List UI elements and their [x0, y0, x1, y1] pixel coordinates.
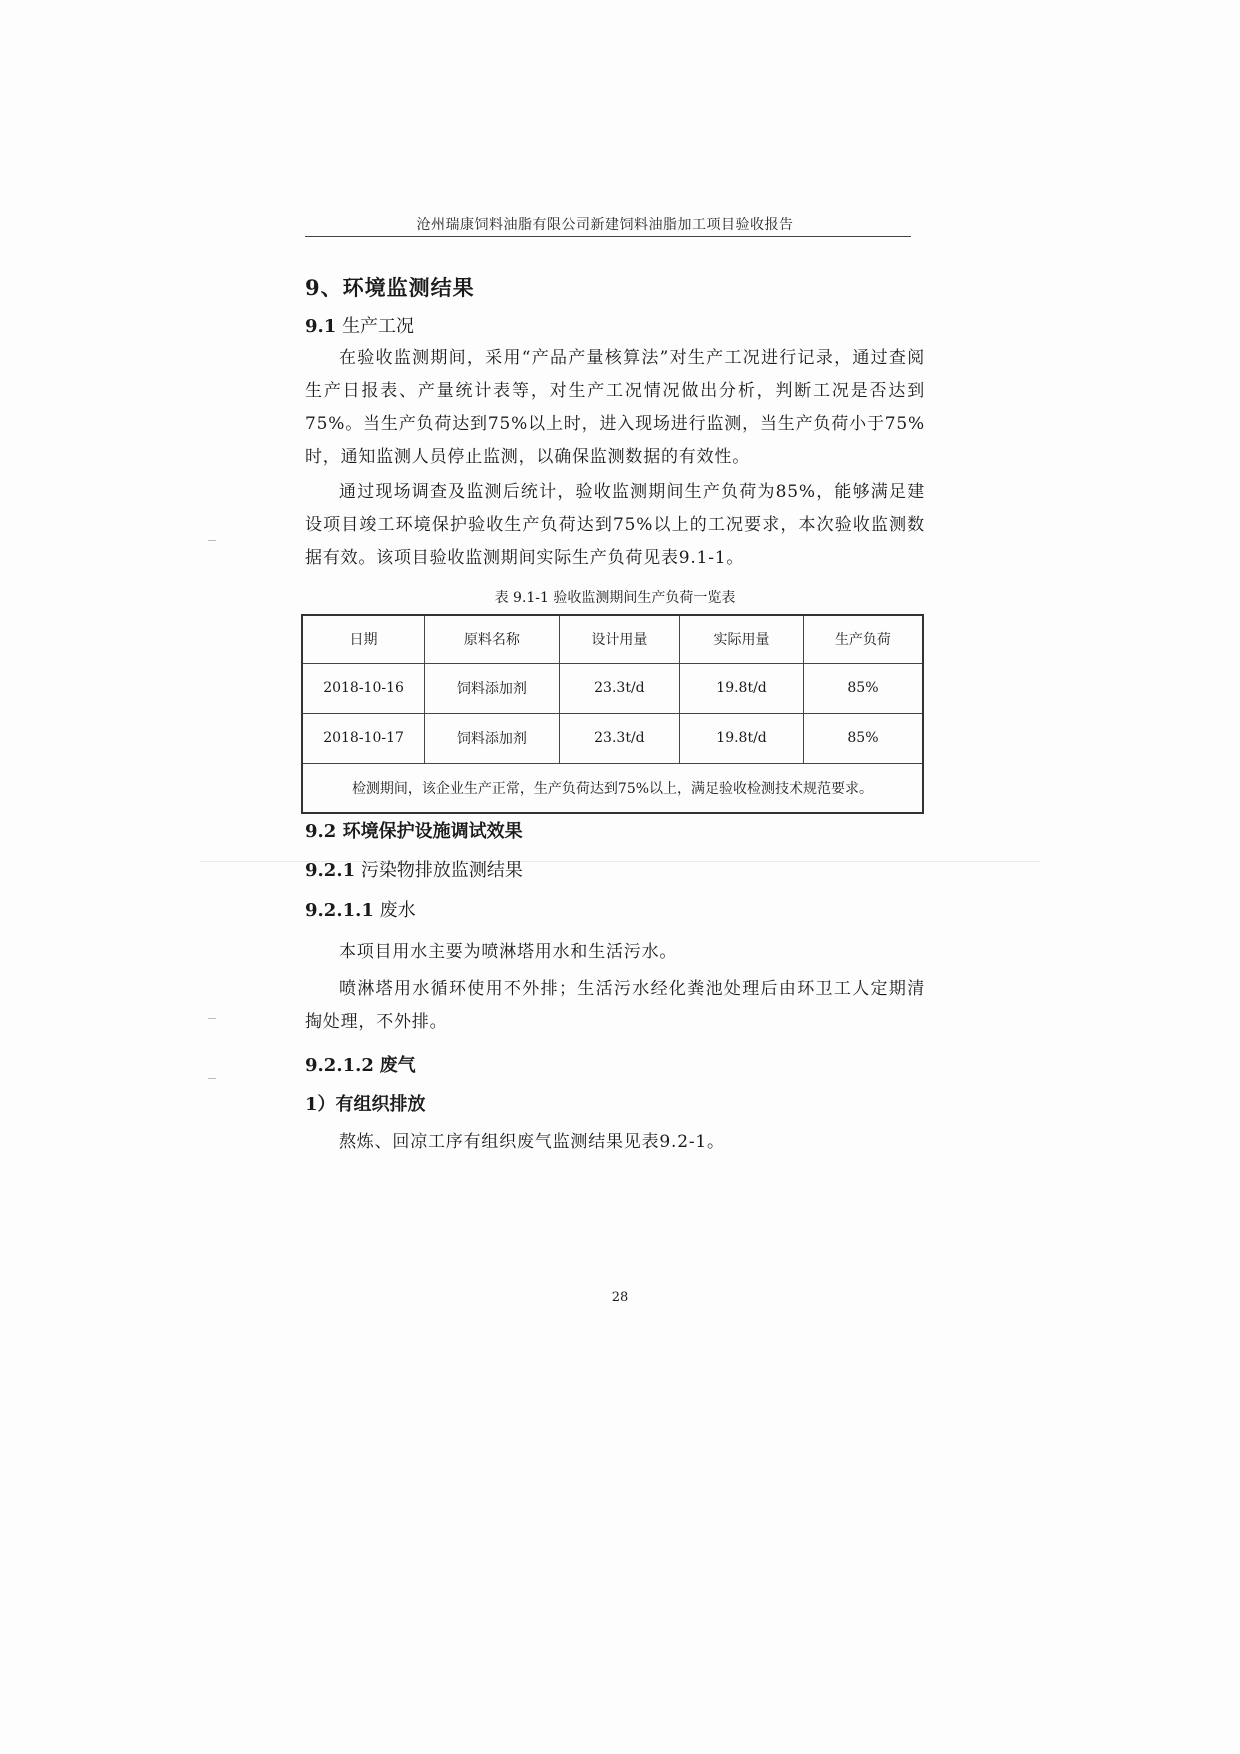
section-number: 9.2.1.1: [305, 900, 374, 921]
section-number: 9.1: [305, 316, 337, 337]
section-heading-9-2-1-2: [305, 1051, 925, 1077]
table-caption: 表 9.1-1 验收监测期间生产负荷一览表: [494, 590, 736, 606]
table-header-row: [302, 615, 923, 663]
header-cell: 生产负荷: [803, 615, 923, 663]
date-cell: 2018-10-16: [302, 663, 425, 713]
table-row: [302, 663, 923, 713]
section-title: 生产工况: [342, 316, 415, 337]
section-heading-9-2: [305, 817, 925, 843]
design-amount-cell: 23.3t/d: [559, 713, 680, 763]
section-title: 废水: [379, 900, 416, 921]
section-heading-9-2-1-1: [305, 896, 925, 922]
table-note: 检测期间，该企业生产正常，生产负荷达到75%以上，满足验收检测技术规范要求。: [302, 763, 923, 813]
section-number: 9.2.1.2: [305, 1055, 374, 1076]
material-cell: 饲料添加剂: [425, 713, 559, 763]
page-number: 28: [611, 1290, 629, 1305]
section-title: 废气: [379, 1055, 416, 1076]
actual-amount-cell: 19.8t/d: [680, 663, 804, 713]
paragraph-9-1-a: 在验收监测期间，采用“产品产量核算法”对生产工况进行记录，通过查阅生产日报表、产量统计表等，对生产工况情况做出分析，判断工况是否达到75%。当生产负荷达到75%以上时，进入现场进行监测，当生产负荷小于75%时，通知监测人员停止监测，以确保监测数据的有效性。: [305, 348, 925, 467]
running-header: 沧州瑞康饲料油脂有限公司新建饲料油脂加工项目验收报告: [416, 217, 794, 233]
paragraph-9-1-b: 通过现场调查及监测后统计，验收监测期间生产负荷为85%，能够满足建设项目竣工环境保护验收生产负荷达到75%以上的工况要求，本次验收监测数据有效。该项目验收监测期间实际生产负荷见表9.1-1。: [305, 482, 925, 568]
design-amount-cell: 23.3t/d: [559, 663, 680, 713]
section-heading-9: 9、环境监测结果: [305, 275, 475, 300]
header-rule: [305, 236, 911, 237]
section-number: 9.2: [305, 821, 337, 842]
paragraph-wastewater-b: 喷淋塔用水循环使用不外排；生活污水经化粪池处理后由环卫工人定期清掏处理，不外排。: [305, 979, 925, 1032]
load-cell: 85%: [803, 663, 923, 713]
header-cell: 原料名称: [425, 615, 559, 663]
header-cell: 实际用量: [680, 615, 804, 663]
section-number: 9.2.1: [305, 860, 356, 881]
scan-mark: [208, 1018, 216, 1019]
paragraph-wastewater-a: 本项目用水主要为喷淋塔用水和生活污水。: [339, 942, 678, 962]
scan-mark: [208, 1078, 216, 1079]
table-note-row: [302, 763, 923, 813]
section-title: 环境保护设施调试效果: [342, 821, 523, 842]
paragraph-exhaust: 熬炼、回凉工序有组织废气监测结果见表9.2-1。: [339, 1132, 725, 1152]
load-cell: 85%: [803, 713, 923, 763]
item-heading-organized-emission: 1）有组织排放: [305, 1094, 426, 1115]
scan-mark: [208, 540, 216, 541]
material-cell: 饲料添加剂: [425, 663, 559, 713]
production-load-table: [301, 614, 924, 814]
actual-amount-cell: 19.8t/d: [680, 713, 804, 763]
section-heading-9-2-1: [305, 856, 925, 882]
header-cell: 日期: [302, 615, 425, 663]
section-title: 污染物排放监测结果: [360, 860, 523, 881]
section-heading-9-1: [305, 312, 925, 338]
table-row: [302, 713, 923, 763]
date-cell: 2018-10-17: [302, 713, 425, 763]
header-cell: 设计用量: [559, 615, 680, 663]
